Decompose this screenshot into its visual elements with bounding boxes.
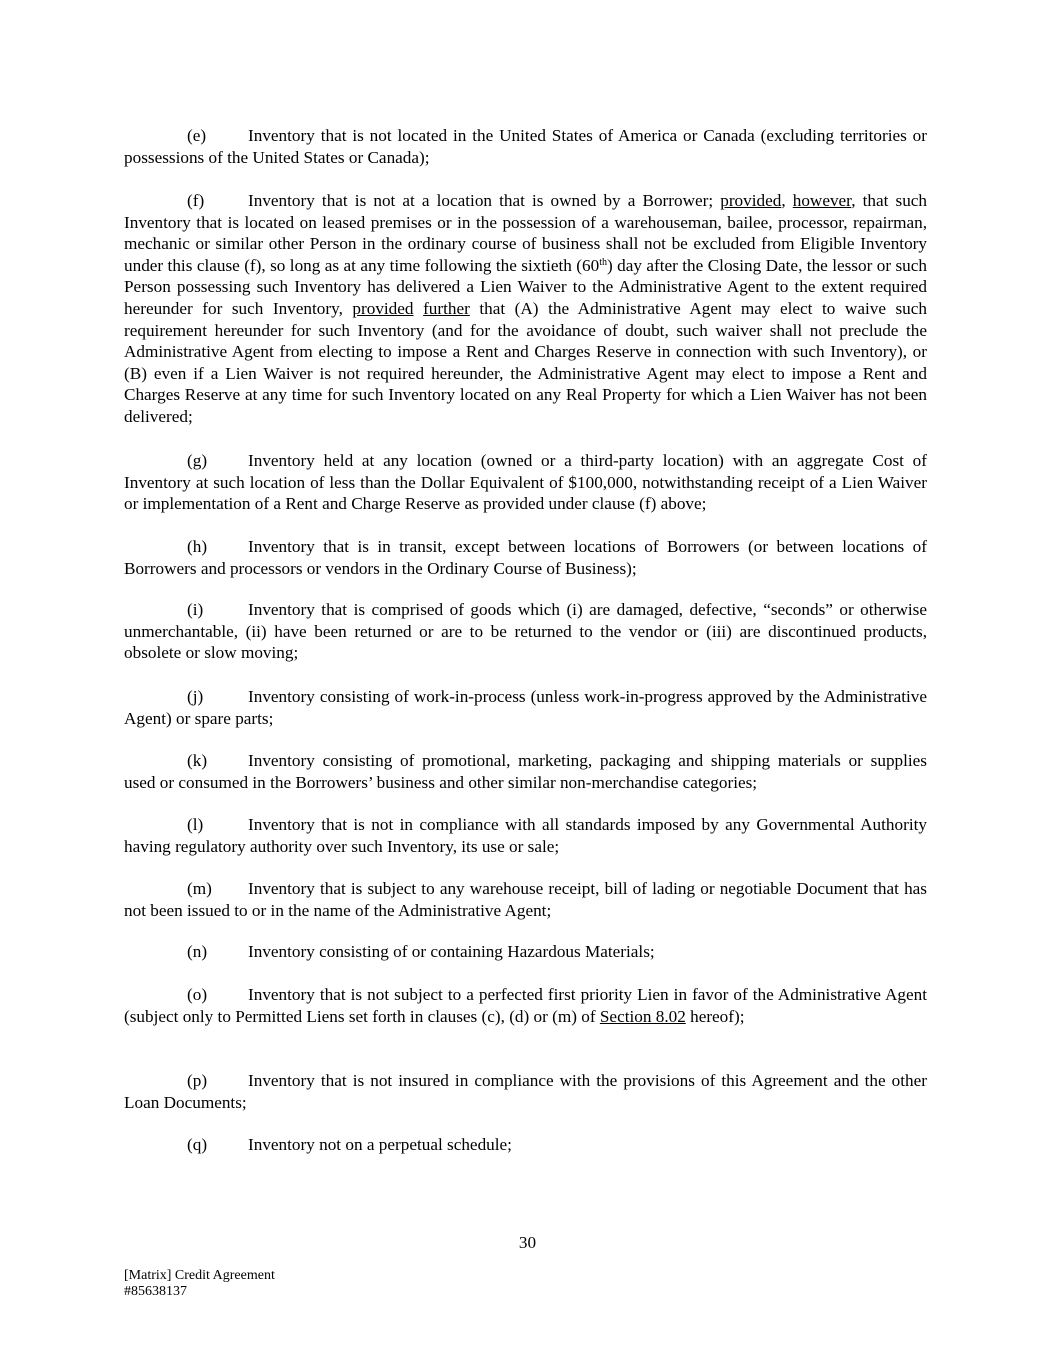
underlined-term-however: however	[792, 191, 852, 210]
clause-text: Inventory that is not located in the United States of America or Canada (excluding territories or possessions of the United States or Canada);	[124, 126, 927, 167]
clause-text: Inventory consisting of promotional, marketing, packaging and shipping materials or supplies used or consumed in the Borrowers’ business and other similar non-merchandise categories;	[124, 751, 927, 792]
clause-text: Inventory that is in transit, except between locations of Borrowers (or between locations of Borrowers and processors or vendors in the Ordinary Course of Business);	[124, 537, 927, 578]
clause-label: (h)	[187, 537, 208, 556]
clause-text: Inventory that is not insured in compliance with the provisions of this Agreement and the other Loan Documents;	[124, 1071, 927, 1112]
clause-l	[124, 814, 927, 857]
document-footer	[124, 1268, 275, 1300]
clause-n	[124, 941, 927, 963]
footer-doc-id: #85638137	[124, 1284, 187, 1299]
clause-label: (j)	[187, 687, 204, 706]
clause-q	[124, 1134, 927, 1156]
clause-label: (o)	[187, 985, 208, 1004]
clause-label: (q)	[187, 1135, 208, 1154]
footer-title: [Matrix] Credit Agreement	[124, 1268, 275, 1283]
page-number: 30	[518, 1233, 537, 1252]
clause-j	[124, 686, 927, 729]
clause-text: Inventory held at any location (owned or a third-party location) with an aggregate Cost of Inventory at such location of less than the Dollar Equivalent of $100,000, notwithstanding receipt of a Lien Waiver or implementation of a Rent and Charge Reserve as provided under clause (f) above;	[124, 451, 927, 514]
underlined-term-provided: provided	[720, 191, 782, 210]
clause-k	[124, 750, 927, 793]
clause-g	[124, 450, 927, 515]
clause-text: Inventory that is not in compliance with all standards imposed by any Governmental Authority having regulatory authority over such Inventory, its use or sale;	[124, 815, 927, 856]
clause-label: (e)	[187, 126, 207, 145]
clause-e	[124, 125, 927, 168]
clause-label: (l)	[187, 815, 204, 834]
clause-label: (k)	[187, 751, 208, 770]
clause-text: Inventory that is comprised of goods which (i) are damaged, defective, “seconds” or otherwise unmerchantable, (ii) have been returned or are to be returned to the vendor or (iii) are discontinued products, obsolete or slow moving;	[124, 600, 927, 663]
clause-f: (f) Inventory that is not at a location that is owned by a Borrower; provided, however, that such Inventory that is located on leased premises or in the possession of a warehouseman, bailee, processor, repairman, mechanic or similar other Person in the ordinary course of business shall not be excluded from Eligible Inventory under this clause (f), so long as at any time following the sixtieth (60th) day after the Closing Date, the lessor or such Person possessing such Inventory has delivered a Lien Waiver to the Administrative Agent to the extent required hereunder for such Inventory, provided further that (A) the Administrative Agent may elect to waive such requirement hereunder for such Inventory (and for the avoidance of doubt, such waiver shall not preclude the Administrative Agent from electing to impose a Rent and Charges Reserve in connection with such Inventory), or (B) even if a Lien Waiver is not required hereunder, the Administrative Agent may elect to impose a Rent and Charges Reserve at any time for such Inventory located on any Real Property for which a Lien Waiver has not been delivered;	[124, 191, 928, 426]
clause-p	[124, 1070, 927, 1113]
ordinal-superscript: th	[599, 256, 607, 268]
clause-text: Inventory that is subject to any warehouse receipt, bill of lading or negotiable Document that has not been issued to or in the name of the Administrative Agent;	[124, 879, 927, 920]
underlined-term-provided: provided	[352, 298, 414, 318]
clause-label: (i)	[187, 600, 204, 619]
clause-label: (m)	[187, 879, 212, 898]
clause-label: (f)	[187, 191, 205, 210]
clause-h	[124, 536, 927, 579]
clause-m	[124, 878, 927, 921]
clause-i	[124, 599, 927, 664]
clause-label: (n)	[187, 942, 208, 961]
clause-label: (p)	[187, 1071, 208, 1090]
clause-text: Inventory consisting of work-in-process (unless work-in-progress approved by the Administrative Agent) or spare parts;	[124, 687, 927, 728]
clause-text: Inventory consisting of or containing Hazardous Materials;	[248, 942, 655, 961]
section-reference: Section 8.02	[599, 1006, 686, 1026]
clause-label: (g)	[187, 451, 208, 470]
clause-text: Inventory not on a perpetual schedule;	[248, 1135, 512, 1154]
clause-o: (o) Inventory that is not subject to a perfected first priority Lien in favor of the Administrative Agent (subject only to Permitted Liens set forth in clauses (c), (d) or (m) of Section 8.02 hereof);	[124, 985, 927, 1026]
underlined-term-further: further	[423, 298, 470, 318]
